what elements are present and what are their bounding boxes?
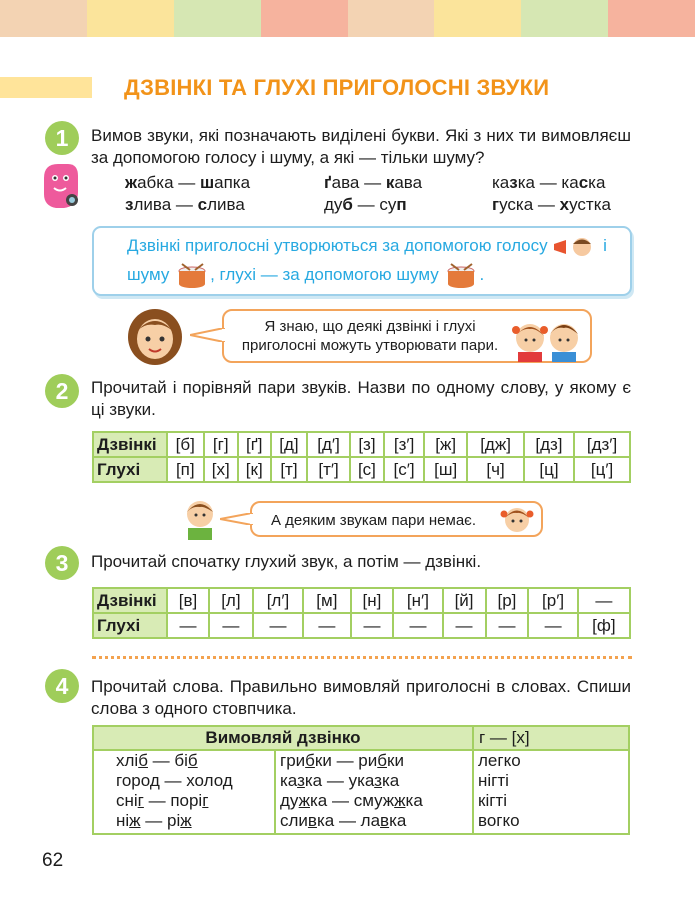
task-2-instruction: Прочитай і порівняй пари звуків. Назви по одному слову, у якому є ці звуки. — [91, 378, 631, 419]
sound-cell: — — [528, 613, 577, 638]
word-cell-col3: кігті — [473, 791, 629, 811]
pair-3: казка — каска — [492, 173, 606, 192]
sound-cell: [й] — [443, 588, 486, 613]
row-header: Глухі — [93, 457, 167, 482]
boy-character-icon — [182, 498, 218, 540]
sound-cell: [з′] — [384, 432, 424, 457]
color-segment — [87, 0, 174, 37]
sound-cell: [дз] — [524, 432, 574, 457]
sound-cell: — — [393, 613, 442, 638]
title-band — [0, 77, 92, 98]
sound-cell: [к] — [238, 457, 271, 482]
speech-text-no-pair: А деяким звукам пари немає. — [271, 512, 476, 529]
word-cell-col1: хліб — біб — [93, 750, 275, 771]
page-title: ДЗВІНКІ ТА ГЛУХІ ПРИГОЛОСНІ ЗВУКИ — [124, 75, 550, 100]
row-header: Глухі — [93, 613, 167, 638]
sound-cell: [с] — [350, 457, 384, 482]
word-cell-col3: нігті — [473, 771, 629, 791]
drum-icon — [443, 263, 479, 289]
pair-2: ґава — кава — [324, 173, 423, 192]
sound-cell: [т] — [271, 457, 308, 482]
word-cell-col1: сніг — поріг — [93, 791, 275, 811]
color-segment — [348, 0, 435, 37]
voiceless-row — [93, 613, 630, 638]
words-table — [92, 725, 630, 835]
color-segment — [0, 0, 87, 37]
sound-cell: [м] — [303, 588, 350, 613]
row-header: Дзвінкі — [93, 588, 167, 613]
pairs-column-2 — [324, 172, 422, 216]
top-color-bar — [0, 0, 695, 37]
header-voiced: Вимовляй дзвінко — [93, 726, 473, 750]
word-cell-col2: казка — указка — [275, 771, 473, 791]
task-1-instruction: Вимов звуки, які позначають виділені букви. Які з них ти вимовляєш за допомогою голосу і шуму, а які — тільки шуму? — [91, 126, 631, 167]
voiceless-row — [93, 457, 630, 482]
unpaired-sounds-table — [92, 587, 631, 639]
sound-cell: [дж] — [467, 432, 523, 457]
word-cell-col3: легко — [473, 750, 629, 771]
sound-cell: [г] — [204, 432, 238, 457]
sound-cell: — — [486, 613, 529, 638]
pair-4: злива — слива — [125, 195, 245, 214]
drum-icon — [174, 263, 210, 289]
color-segment — [608, 0, 695, 37]
pair-6: гуска — хустка — [492, 195, 611, 214]
words-row — [93, 811, 629, 834]
sound-cell: [л] — [209, 588, 253, 613]
sound-cell: — — [443, 613, 486, 638]
voiced-row — [93, 588, 630, 613]
sound-cell: [ф] — [578, 613, 630, 638]
sound-cell: [п] — [167, 457, 204, 482]
sound-cell: [с′] — [384, 457, 424, 482]
speech-text-pairs: Я знаю, що деякі дзвінкі і глухі приголосні можуть утворювати пари. — [241, 318, 499, 354]
task-3-instruction: Прочитай спочатку глухий звук, а потім — дзвінкі. — [91, 552, 482, 571]
girl-small-icon — [500, 504, 534, 536]
sound-cell: [р] — [486, 588, 529, 613]
sound-cell: [д′] — [307, 432, 349, 457]
sound-cell: [т′] — [307, 457, 349, 482]
sound-cell: [з] — [350, 432, 384, 457]
words-header-row — [93, 726, 629, 750]
sound-cell: [ж] — [424, 432, 467, 457]
girl-character-icon — [123, 305, 187, 367]
sound-cell: [ч] — [467, 457, 523, 482]
pairs-column-3 — [492, 172, 611, 216]
task-number-4: 4 — [45, 669, 79, 703]
color-segment — [434, 0, 521, 37]
pair-1: жабка — шапка — [125, 173, 251, 192]
words-row — [93, 750, 629, 771]
sound-cell: — — [351, 613, 394, 638]
sound-cell: [р′] — [528, 588, 577, 613]
task-4-instruction: Прочитай слова. Правильно вимовляй приголосні в словах. Спиши слова з одного стовпчика. — [91, 677, 631, 718]
sound-cell: [ш] — [424, 457, 467, 482]
row-header: Дзвінкі — [93, 432, 167, 457]
sound-cell: [ц′] — [574, 457, 630, 482]
sound-cell: [дз′] — [574, 432, 630, 457]
sound-cell: [ґ] — [238, 432, 271, 457]
hand-pointer-icon — [38, 158, 86, 214]
speech-tail-icon — [190, 328, 226, 342]
words-row — [93, 791, 629, 811]
two-kids-icon — [508, 314, 588, 362]
word-cell-col1: город — холод — [93, 771, 275, 791]
color-segment — [521, 0, 608, 37]
pairs-column-1 — [125, 172, 250, 216]
sound-cell: — — [209, 613, 253, 638]
voiced-row — [93, 432, 630, 457]
rule-text: Дзвінкі приголосні утворюються за допомогою голосу і шуму , глухі — за допомогою шуму . — [127, 231, 617, 289]
page-number: 62 — [42, 850, 64, 871]
sound-cell: [д] — [271, 432, 308, 457]
sound-cell: [л′] — [253, 588, 303, 613]
task-number-2: 2 — [45, 374, 79, 408]
task-number-1: 1 — [45, 121, 79, 155]
word-cell-col1: ніж — ріж — [93, 811, 275, 834]
word-cell-col2: грибки — рибки — [275, 750, 473, 771]
shouting-boy-icon — [552, 236, 598, 258]
header-g-kh: г — [х] — [473, 726, 629, 750]
sound-cell: [н] — [351, 588, 394, 613]
word-cell-col2: дужка — смужжка — [275, 791, 473, 811]
sound-cell: [ц] — [524, 457, 574, 482]
sound-cell: [б] — [167, 432, 204, 457]
word-cell-col3: вогко — [473, 811, 629, 834]
color-segment — [174, 0, 261, 37]
speech-tail-icon — [220, 513, 254, 525]
word-cell-col2: сливка — лавка — [275, 811, 473, 834]
color-segment — [261, 0, 348, 37]
pair-5: дуб — суп — [324, 195, 407, 214]
sound-cell: [в] — [167, 588, 209, 613]
sound-cell: — — [303, 613, 350, 638]
words-row — [93, 771, 629, 791]
sound-cell: — — [578, 588, 630, 613]
dotted-divider — [92, 656, 632, 659]
sound-cell: — — [253, 613, 303, 638]
task-number-3: 3 — [45, 546, 79, 580]
sounds-pairs-table — [92, 431, 631, 483]
sound-cell: — — [167, 613, 209, 638]
sound-cell: [н′] — [393, 588, 442, 613]
sound-cell: [х] — [204, 457, 238, 482]
